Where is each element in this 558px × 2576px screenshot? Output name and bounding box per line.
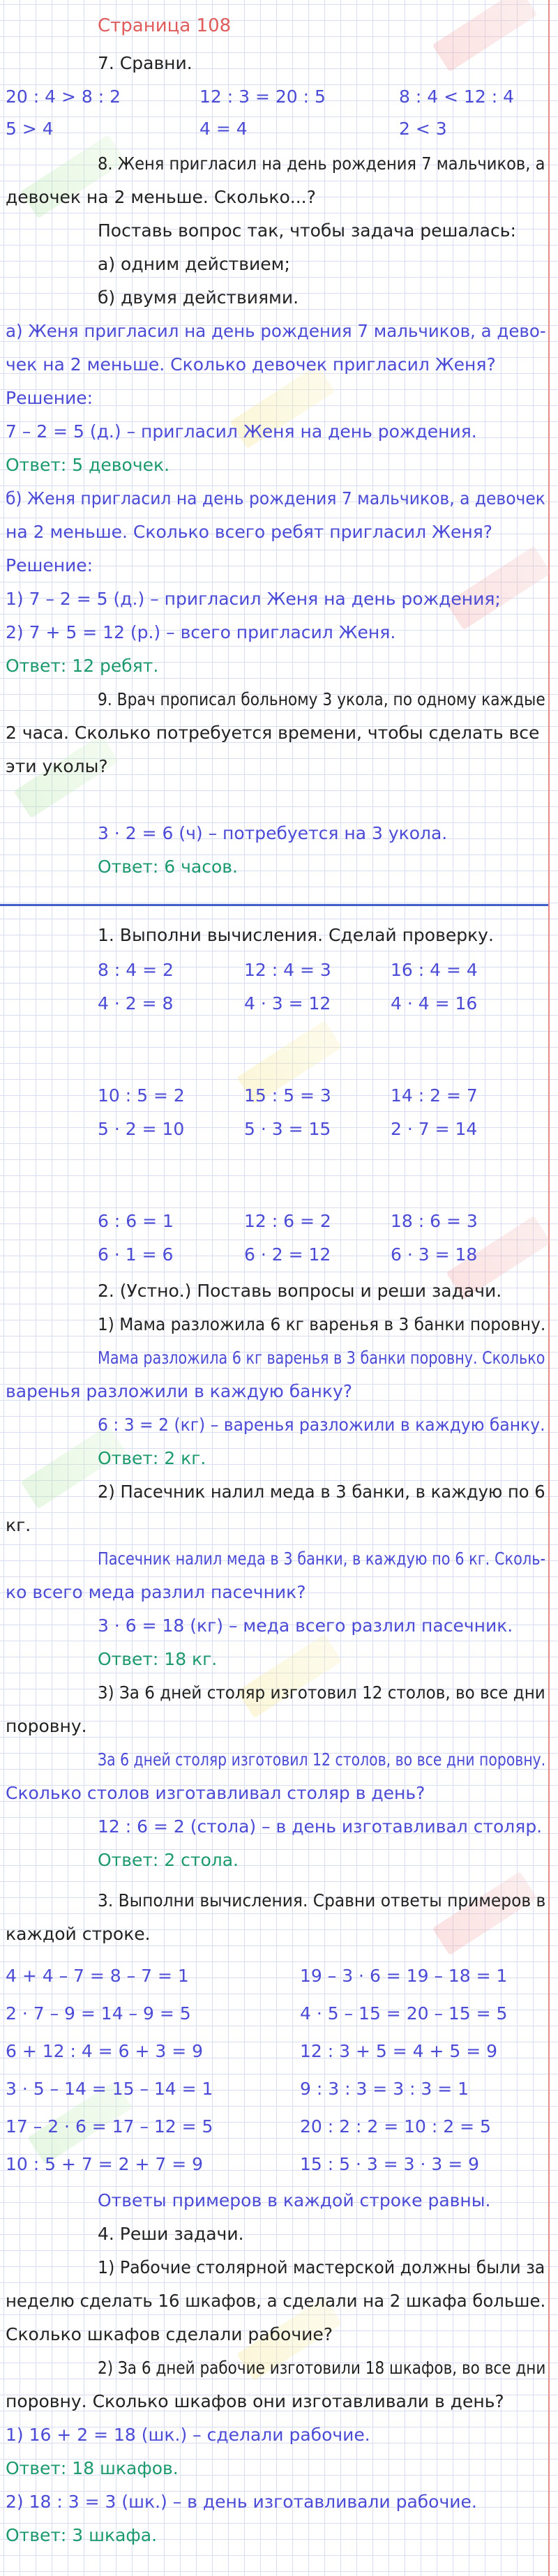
watermark: [432, 1871, 538, 1955]
s2-question: варенья разложили в каждую банку?: [6, 1381, 353, 1401]
s1-expr: 6 : 6 = 1: [98, 1211, 174, 1231]
s1-expr: 16 : 4 = 4: [391, 960, 478, 980]
s3-expr: 4 + 4 – 7 = 8 – 7 = 1: [6, 1966, 189, 1986]
task8-answer-text: на 2 меньше. Сколько всего ребят пригласил Женя?: [6, 522, 493, 542]
task8-solution-label: Решение:: [6, 388, 93, 408]
s3-expr: 17 – 2 · 6 = 17 – 12 = 5: [6, 2116, 213, 2137]
s3-note: Ответы примеров в каждой строке равны.: [98, 2190, 491, 2210]
s4-problem: неделю сделать 16 шкафов, а сделали на 2 шкафа больше.: [6, 2291, 546, 2311]
s4-step: 1) 16 + 2 = 18 (шк.) – сделали рабочие.: [6, 2425, 370, 2445]
s4-answer: Ответ: 3 шкафа.: [6, 2525, 158, 2545]
task8-answer-text: чек на 2 меньше. Сколько девочек пригласил Женя?: [6, 354, 496, 375]
s1-check: 6 · 2 = 12: [244, 1244, 331, 1265]
task8-text: девочек на 2 меньше. Сколько...?: [6, 187, 316, 207]
s1-check: 4 · 4 = 16: [391, 993, 478, 1014]
watermark: [432, 0, 538, 72]
s1-expr: 8 : 4 = 2: [98, 960, 174, 980]
s4-step: 2) 18 : 3 = 3 (шк.) – в день изготавливали рабочие.: [6, 2492, 477, 2512]
task9-text: эти уколы?: [6, 756, 108, 776]
s2-problem: 2) Пасечник налил меда в 3 банки, в каждую по 6: [98, 1482, 545, 1502]
task8-step: 2) 7 + 5 = 12 (р.) – всего пригласил Женя.: [6, 622, 396, 642]
s2-step: 3 · 6 = 18 (кг) – меда всего разлил пасечник.: [98, 1615, 513, 1636]
s2-problem: кг.: [6, 1515, 31, 1535]
s1-check: 2 · 7 = 14: [391, 1119, 478, 1139]
task9-text: 9. Врач прописал больному 3 укола, по одному каждые: [98, 689, 545, 709]
s1-expr: 18 : 6 = 3: [391, 1211, 478, 1231]
task8-solution-label: Решение:: [6, 555, 93, 575]
s3-expr: 12 : 3 + 5 = 4 + 5 = 9: [300, 2041, 498, 2061]
task7-title: 7. Сравни.: [98, 53, 193, 73]
s3-expr: 15 : 5 · 3 = 3 · 3 = 9: [300, 2154, 480, 2174]
s1-check: 4 · 3 = 12: [244, 993, 331, 1014]
s2-question: За 6 дней столяр изготовил 12 столов, во все дни поровну.: [98, 1749, 546, 1770]
s1-check: 5 · 3 = 15: [244, 1119, 331, 1139]
notebook-margin-line: [548, 0, 550, 2576]
s3-expr: 2 · 7 – 9 = 14 – 9 = 5: [6, 2003, 191, 2024]
s1-check: 4 · 2 = 8: [98, 993, 174, 1014]
s2-answer: Ответ: 18 кг.: [98, 1649, 218, 1669]
task7-result: 2 < 3: [399, 119, 447, 139]
task7-result: 4 = 4: [199, 119, 248, 139]
s3-expr: 20 : 2 : 2 = 10 : 2 = 5: [300, 2116, 491, 2137]
task8-option: а) одним действием;: [98, 254, 290, 274]
section-divider: [0, 904, 548, 906]
task8-step: 1) 7 – 2 = 5 (д.) – пригласил Женя на день рождения;: [6, 589, 501, 609]
s2-answer: Ответ: 2 кг.: [98, 1448, 206, 1468]
task7-result: 5 > 4: [6, 119, 54, 139]
s2-step: 6 : 3 = 2 (кг) – варенья разложили в каждую банку.: [98, 1415, 545, 1435]
s2-question: Мама разложила 6 кг варенья в 3 банки поровну. Сколько: [98, 1348, 545, 1368]
task9-step: 3 · 2 = 6 (ч) – потребуется на 3 укола.: [98, 823, 448, 843]
s3-expr: 4 · 5 – 15 = 20 – 15 = 5: [300, 2003, 508, 2024]
s2-problem: 1) Мама разложила 6 кг варенья в 3 банки поровну.: [98, 1314, 546, 1334]
s4-problem: 2) За 6 дней рабочие изготовили 18 шкафов, во все дни: [98, 2358, 546, 2378]
s2-question: ко всего меда разлил пасечник?: [6, 1582, 306, 1602]
s2-step: 12 : 6 = 2 (стола) – в день изготавливал столяр.: [98, 1816, 543, 1837]
s2-question: Пасечник налил меда в 3 банки, в каждую по 6 кг. Сколь-: [98, 1549, 546, 1569]
s2-problem: 3) За 6 дней столяр изготовил 12 столов, во все дни: [98, 1682, 545, 1703]
s4-problem: 1) Рабочие столярной мастерской должны были за: [98, 2257, 545, 2277]
task8-answer: Ответ: 5 девочек.: [6, 455, 170, 475]
s2-problem: поровну.: [6, 1716, 87, 1736]
task8-question: Поставь вопрос так, чтобы задача решалась:: [98, 220, 516, 241]
s2-title: 2. (Устно.) Поставь вопросы и реши задачи.: [98, 1281, 502, 1301]
s3-expr: 10 : 5 + 7 = 2 + 7 = 9: [6, 2154, 204, 2174]
s4-problem: Сколько шкафов сделали рабочие?: [6, 2324, 333, 2344]
s3-expr: 3 · 5 – 14 = 15 – 14 = 1: [6, 2079, 213, 2099]
task8-answer-text: а) Женя пригласил на день рождения 7 мальчиков, а дево-: [6, 321, 546, 341]
task7-expr: 8 : 4 < 12 : 4: [399, 86, 515, 107]
task7-expr: 20 : 4 > 8 : 2: [6, 86, 121, 107]
s1-expr: 15 : 5 = 3: [244, 1085, 331, 1106]
task8-text: 8. Женя пригласил на день рождения 7 мальчиков, а: [98, 153, 545, 174]
s4-problem: поровну. Сколько шкафов они изготавливали в день?: [6, 2391, 504, 2411]
s3-expr: 19 – 3 · 6 = 19 – 18 = 1: [300, 1966, 508, 1986]
s1-check: 6 · 1 = 6: [98, 1244, 174, 1265]
task7-expr: 12 : 3 = 20 : 5: [199, 86, 326, 107]
s1-check: 6 · 3 = 18: [391, 1244, 478, 1265]
s1-check: 5 · 2 = 10: [98, 1119, 185, 1139]
s3-expr: 6 + 12 : 4 = 6 + 3 = 9: [6, 2041, 204, 2061]
s1-expr: 12 : 4 = 3: [244, 960, 331, 980]
s4-answer: Ответ: 18 шкафов.: [6, 2458, 179, 2478]
watermark: [237, 1634, 342, 1718]
s1-expr: 14 : 2 = 7: [391, 1085, 478, 1106]
s2-question: Сколько столов изготавливал столяр в день?: [6, 1783, 425, 1803]
s1-expr: 12 : 6 = 2: [244, 1211, 331, 1231]
task8-answer-text: б) Женя пригласил на день рождения 7 мальчиков, а девочек: [6, 488, 545, 509]
task8-option: б) двумя действиями.: [98, 287, 299, 308]
task9-answer: Ответ: 6 часов.: [98, 857, 238, 877]
s3-title: каждой строке.: [6, 1924, 151, 1944]
task9-text: 2 часа. Сколько потребуется времени, чтобы сделать все: [6, 723, 540, 743]
s4-title: 4. Реши задачи.: [98, 2224, 244, 2244]
s1-expr: 10 : 5 = 2: [98, 1085, 185, 1106]
task8-step: 7 – 2 = 5 (д.) – пригласил Женя на день рождения.: [6, 421, 477, 442]
s2-answer: Ответ: 2 стола.: [98, 1850, 239, 1870]
page-heading: Страница 108: [98, 15, 232, 36]
s3-title: 3. Выполни вычисления. Сравни ответы примеров в: [98, 1890, 546, 1911]
task8-answer: Ответ: 12 ребят.: [6, 656, 159, 676]
watermark: [446, 546, 552, 630]
s1-title: 1. Выполни вычисления. Сделай проверку.: [98, 925, 494, 945]
s3-expr: 9 : 3 : 3 = 3 : 3 = 1: [300, 2079, 469, 2099]
